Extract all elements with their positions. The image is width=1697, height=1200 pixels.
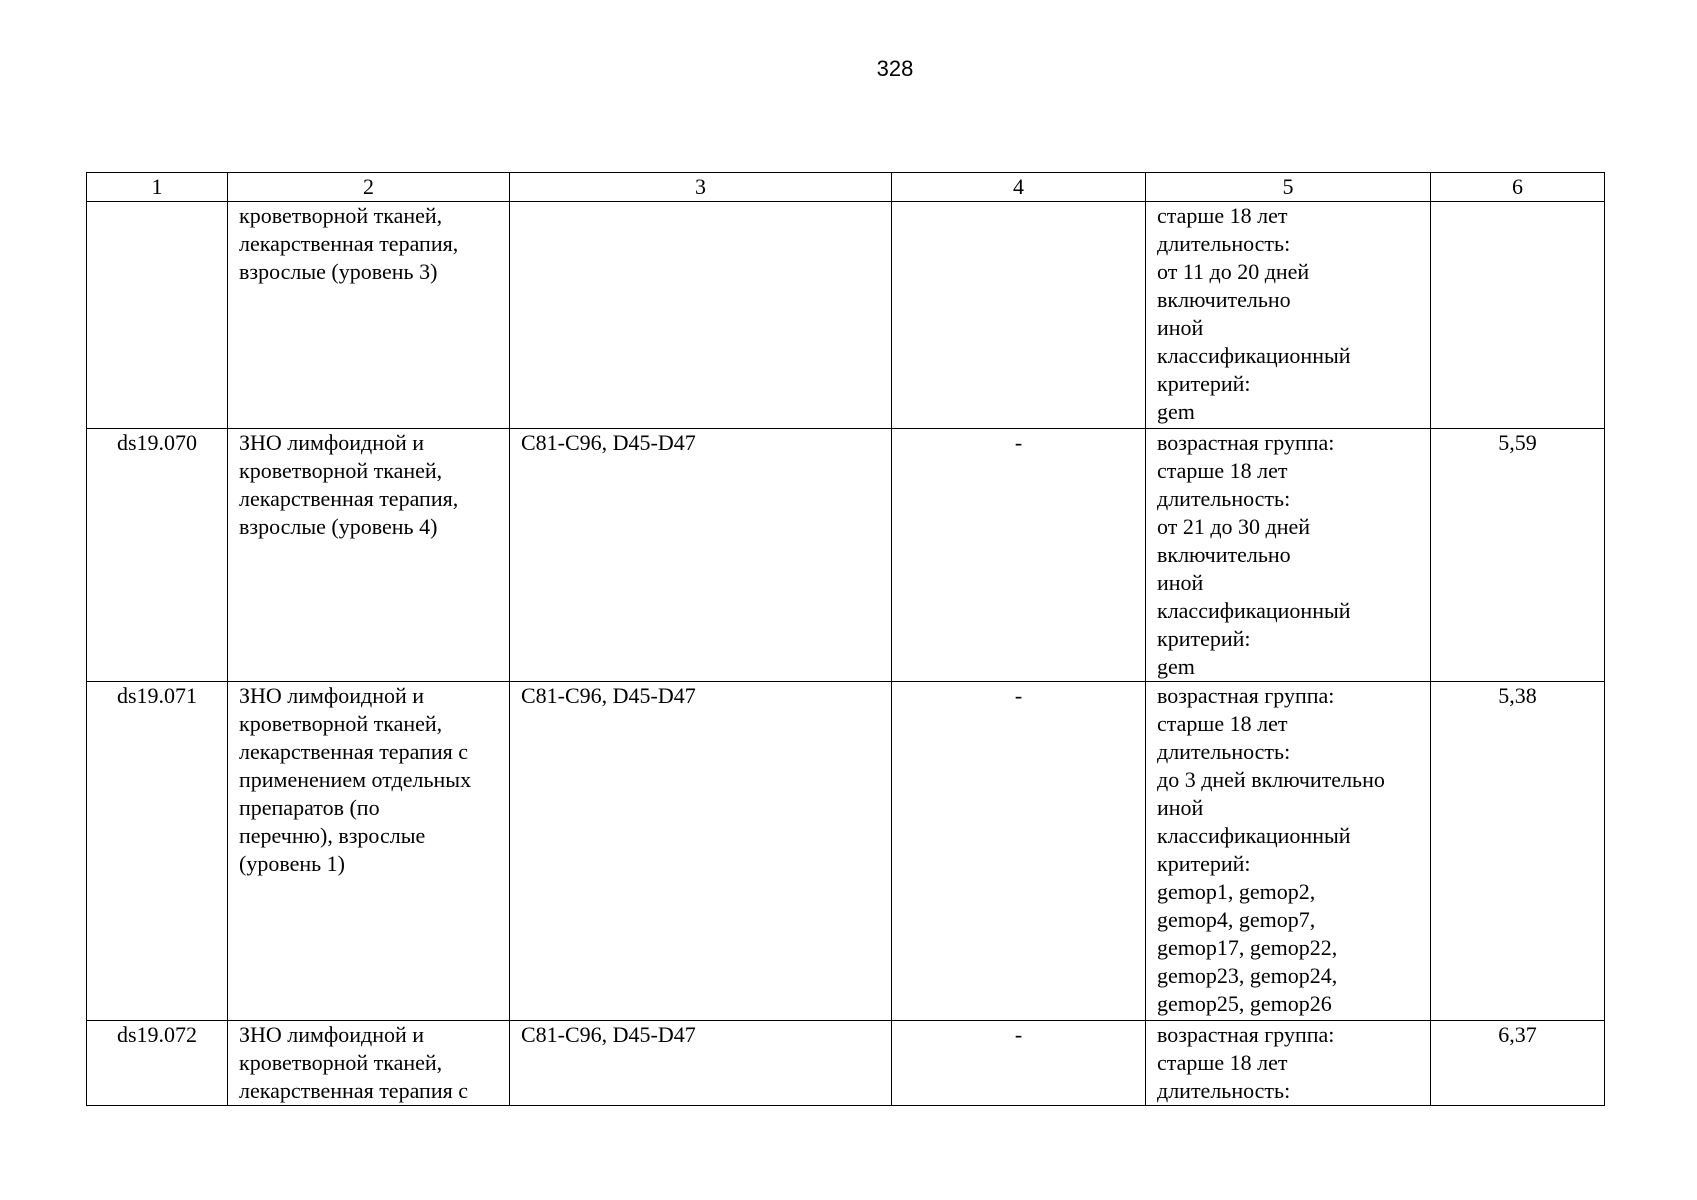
- cell-code: ds19.072: [87, 1021, 228, 1106]
- criteria-line: gemop25, gemop26: [1157, 991, 1332, 1016]
- cell-name: [228, 682, 510, 1021]
- criteria-line: иной: [1157, 315, 1204, 340]
- cell-criteria: [1146, 682, 1431, 1021]
- name-line: кроветворной тканей,: [239, 1050, 443, 1075]
- cell-coefficient: 5,38: [1431, 682, 1605, 1021]
- header-col-2: 2: [228, 173, 510, 202]
- cell-code: ds19.071: [87, 682, 228, 1021]
- cell-criteria: [1146, 429, 1431, 682]
- cell-icd: C81-C96, D45-D47: [510, 1021, 892, 1106]
- table-row: [87, 202, 1605, 429]
- criteria-line: включительно: [1157, 287, 1291, 312]
- header-col-1: 1: [87, 173, 228, 202]
- criteria-line: gem: [1157, 399, 1195, 424]
- criteria-line: gemop23, gemop24,: [1157, 963, 1338, 988]
- criteria-line: длительность:: [1157, 739, 1291, 764]
- criteria-line: возрастная группа:: [1157, 1022, 1335, 1047]
- header-col-5: 5: [1146, 173, 1431, 202]
- criteria-line: старше 18 лет: [1157, 458, 1288, 483]
- criteria-line: классификационный: [1157, 823, 1351, 848]
- table-row: [87, 1021, 1605, 1106]
- name-line: ЗНО лимфоидной и: [239, 683, 425, 708]
- cell-services: -: [892, 1021, 1146, 1106]
- criteria-line: gem: [1157, 654, 1195, 679]
- cell-icd: C81-C96, D45-D47: [510, 682, 892, 1021]
- header-col-3: 3: [510, 173, 892, 202]
- criteria-line: критерий:: [1157, 626, 1251, 651]
- name-line: ЗНО лимфоидной и: [239, 1022, 425, 1047]
- criteria-line: возрастная группа:: [1157, 430, 1335, 455]
- criteria-line: gemop4, gemop7,: [1157, 907, 1316, 932]
- cell-code: [87, 202, 228, 429]
- criteria-line: включительно: [1157, 542, 1291, 567]
- criteria-line: классификационный: [1157, 343, 1351, 368]
- cell-name: [228, 429, 510, 682]
- name-line: кроветворной тканей,: [239, 458, 443, 483]
- header-row: [87, 173, 1605, 202]
- cell-icd: C81-C96, D45-D47: [510, 429, 892, 682]
- criteria-line: старше 18 лет: [1157, 711, 1288, 736]
- criteria-line: длительность:: [1157, 486, 1291, 511]
- name-line: взрослые (уровень 4): [239, 514, 438, 539]
- cell-services: [892, 202, 1146, 429]
- name-line: лекарственная терапия с: [239, 1078, 468, 1103]
- cell-coefficient: 6,37: [1431, 1021, 1605, 1106]
- name-line: препаратов (по: [239, 795, 380, 820]
- name-line: лекарственная терапия,: [239, 231, 459, 256]
- cell-coefficient: [1431, 202, 1605, 429]
- name-line: кроветворной тканей,: [239, 203, 443, 228]
- criteria-line: возрастная группа:: [1157, 683, 1335, 708]
- criteria-line: критерий:: [1157, 851, 1251, 876]
- criteria-line: иной: [1157, 795, 1204, 820]
- cell-services: -: [892, 682, 1146, 1021]
- criteria-line: критерий:: [1157, 371, 1251, 396]
- header-col-4: 4: [892, 173, 1146, 202]
- cell-icd: [510, 202, 892, 429]
- criteria-line: gemop1, gemop2,: [1157, 879, 1316, 904]
- tariff-table: [86, 172, 1605, 1106]
- name-line: кроветворной тканей,: [239, 711, 443, 736]
- cell-services: -: [892, 429, 1146, 682]
- cell-name: [228, 202, 510, 429]
- criteria-line: gemop17, gemop22,: [1157, 935, 1338, 960]
- cell-coefficient: 5,59: [1431, 429, 1605, 682]
- name-line: лекарственная терапия,: [239, 486, 459, 511]
- name-line: применением отдельных: [239, 767, 472, 792]
- cell-code: ds19.070: [87, 429, 228, 682]
- criteria-line: старше 18 лет: [1157, 1050, 1288, 1075]
- header-col-6: 6: [1431, 173, 1605, 202]
- criteria-line: до 3 дней включительно: [1157, 767, 1385, 792]
- criteria-line: классификационный: [1157, 598, 1351, 623]
- criteria-line: длительность:: [1157, 231, 1291, 256]
- name-line: лекарственная терапия с: [239, 739, 468, 764]
- cell-criteria: [1146, 202, 1431, 429]
- name-line: перечню), взрослые: [239, 823, 426, 848]
- criteria-line: иной: [1157, 570, 1204, 595]
- criteria-line: длительность:: [1157, 1078, 1291, 1103]
- criteria-line: старше 18 лет: [1157, 203, 1288, 228]
- criteria-line: от 21 до 30 дней: [1157, 514, 1311, 539]
- name-line: (уровень 1): [239, 851, 345, 876]
- table-row: [87, 682, 1605, 1021]
- name-line: взрослые (уровень 3): [239, 259, 438, 284]
- table-row: [87, 429, 1605, 682]
- page-number: 328: [876, 56, 914, 81]
- name-line: ЗНО лимфоидной и: [239, 430, 425, 455]
- criteria-line: от 11 до 20 дней: [1157, 259, 1310, 284]
- cell-criteria: [1146, 1021, 1431, 1106]
- cell-name: [228, 1021, 510, 1106]
